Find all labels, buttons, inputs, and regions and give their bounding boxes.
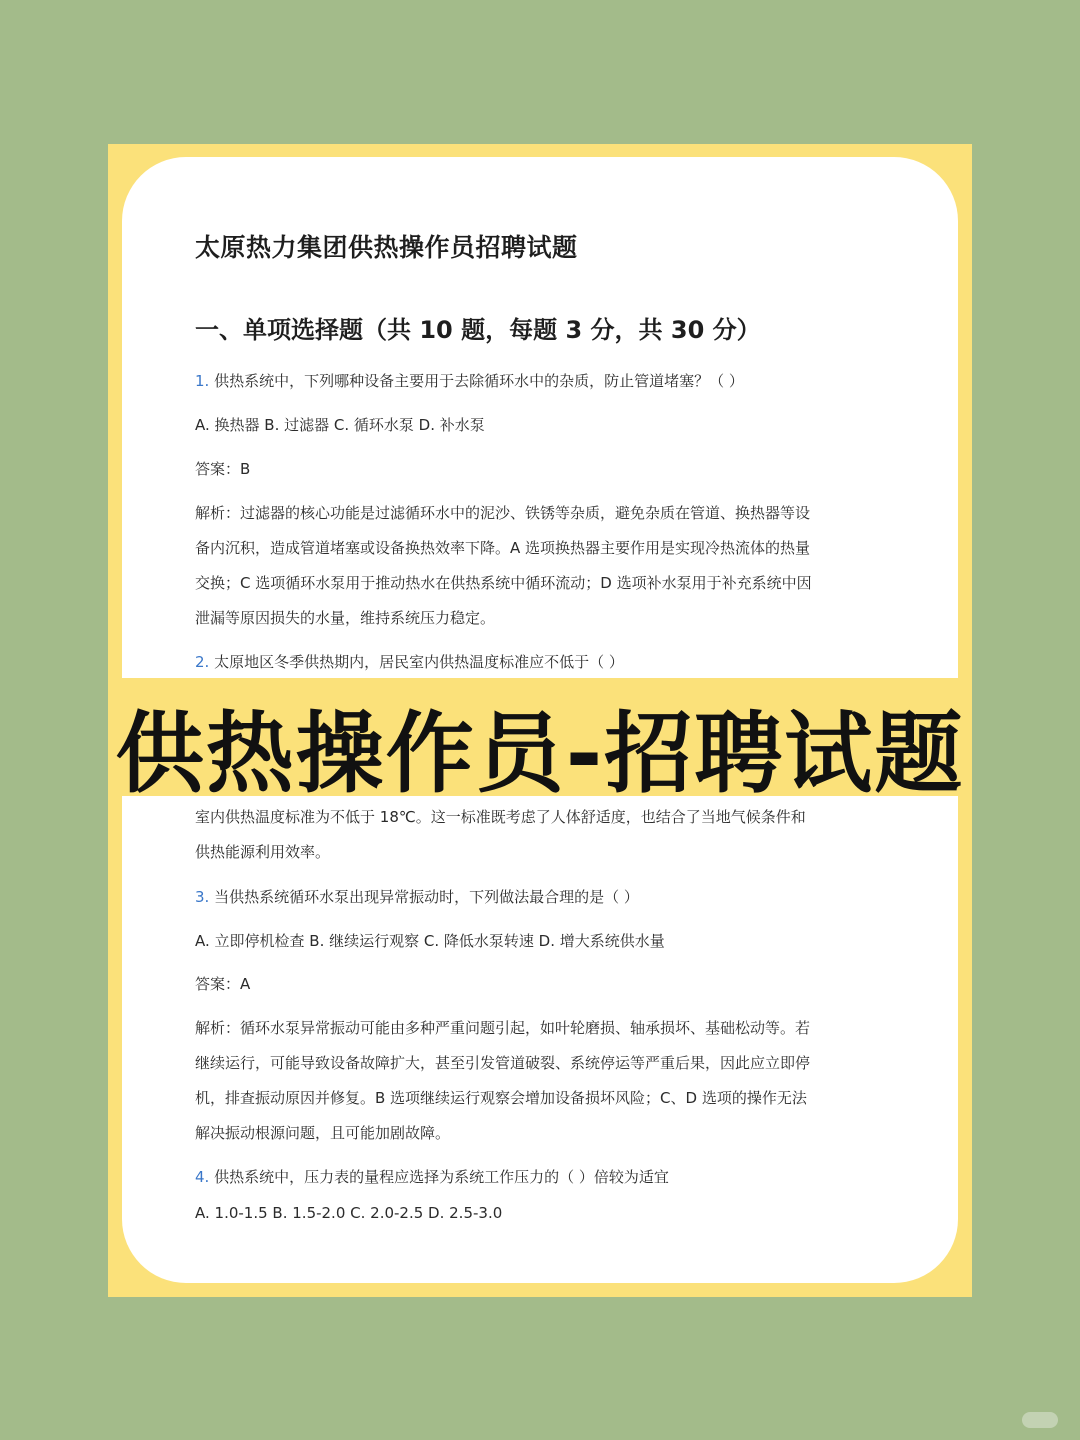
question-3-options: A. 立即停机检查 B. 继续运行观察 C. 降低水泵转速 D. 增大系统供水量 xyxy=(195,932,665,950)
question-4 xyxy=(195,1166,669,1187)
banner-title: 供热操作员-招聘试题 xyxy=(115,702,965,805)
question-2-analysis-line: 室内供热温度标准为不低于 18℃。这一标准既考虑了人体舒适度，也结合了当地气候条件和 xyxy=(195,808,806,826)
question-3-analysis-line: 解析：循环水泵异常振动可能由多种严重问题引起，如叶轮磨损、轴承损坏、基础松动等。若 xyxy=(195,1019,811,1037)
question-1 xyxy=(195,370,744,391)
watermark-badge xyxy=(1022,1412,1058,1428)
question-1-analysis-line: 备内沉积，造成管道堵塞或设备换热效率下降。A 选项换热器主要作用是实现冷热流体的热量 xyxy=(195,539,811,557)
question-text: 当供热系统循环水泵出现异常振动时，下列做法最合理的是（ ） xyxy=(214,888,639,906)
question-3-answer: 答案：A xyxy=(195,975,251,993)
question-1-answer: 答案：B xyxy=(195,460,251,478)
document-title: 太原热力集团供热操作员招聘试题 xyxy=(195,233,578,262)
question-1-analysis-line: 泄漏等原因损失的水量，维持系统压力稳定。 xyxy=(195,609,496,627)
question-1-options: A. 换热器 B. 过滤器 C. 循环水泵 D. 补水泵 xyxy=(195,416,485,434)
question-2-analysis-line: 供热能源利用效率。 xyxy=(195,843,331,861)
question-number: 3. xyxy=(195,888,210,906)
question-2 xyxy=(195,651,624,672)
section-heading: 一、单项选择题（共 10 题，每题 3 分，共 30 分） xyxy=(195,316,761,344)
question-3 xyxy=(195,886,639,907)
question-1-analysis-line: 解析：过滤器的核心功能是过滤循环水中的泥沙、铁锈等杂质，避免杂质在管道、换热器等设 xyxy=(195,504,811,522)
question-3-analysis-line: 机，排查振动原因并修复。B 选项继续运行观察会增加设备损坏风险；C、D 选项的操作无法 xyxy=(195,1089,807,1107)
question-3-analysis-line: 继续运行，可能导致设备故障扩大，甚至引发管道破裂、系统停运等严重后果，因此应立即停 xyxy=(195,1054,811,1072)
question-number: 1. xyxy=(195,372,210,390)
question-4-options: A. 1.0-1.5 B. 1.5-2.0 C. 2.0-2.5 D. 2.5-3.0 xyxy=(195,1204,503,1222)
question-1-analysis-line: 交换；C 选项循环水泵用于推动热水在供热系统中循环流动；D 选项补水泵用于补充系统中因 xyxy=(195,574,812,592)
question-number: 4. xyxy=(195,1168,210,1186)
question-number: 2. xyxy=(195,653,210,671)
question-3-analysis-line: 解决振动根源问题，且可能加剧故障。 xyxy=(195,1124,451,1142)
question-text: 供热系统中，压力表的量程应选择为系统工作压力的（ ）倍较为适宜 xyxy=(214,1168,669,1186)
question-text: 太原地区冬季供热期内，居民室内供热温度标准应不低于（ ） xyxy=(214,653,624,671)
question-text: 供热系统中，下列哪种设备主要用于去除循环水中的杂质，防止管道堵塞？（ ） xyxy=(214,372,744,390)
